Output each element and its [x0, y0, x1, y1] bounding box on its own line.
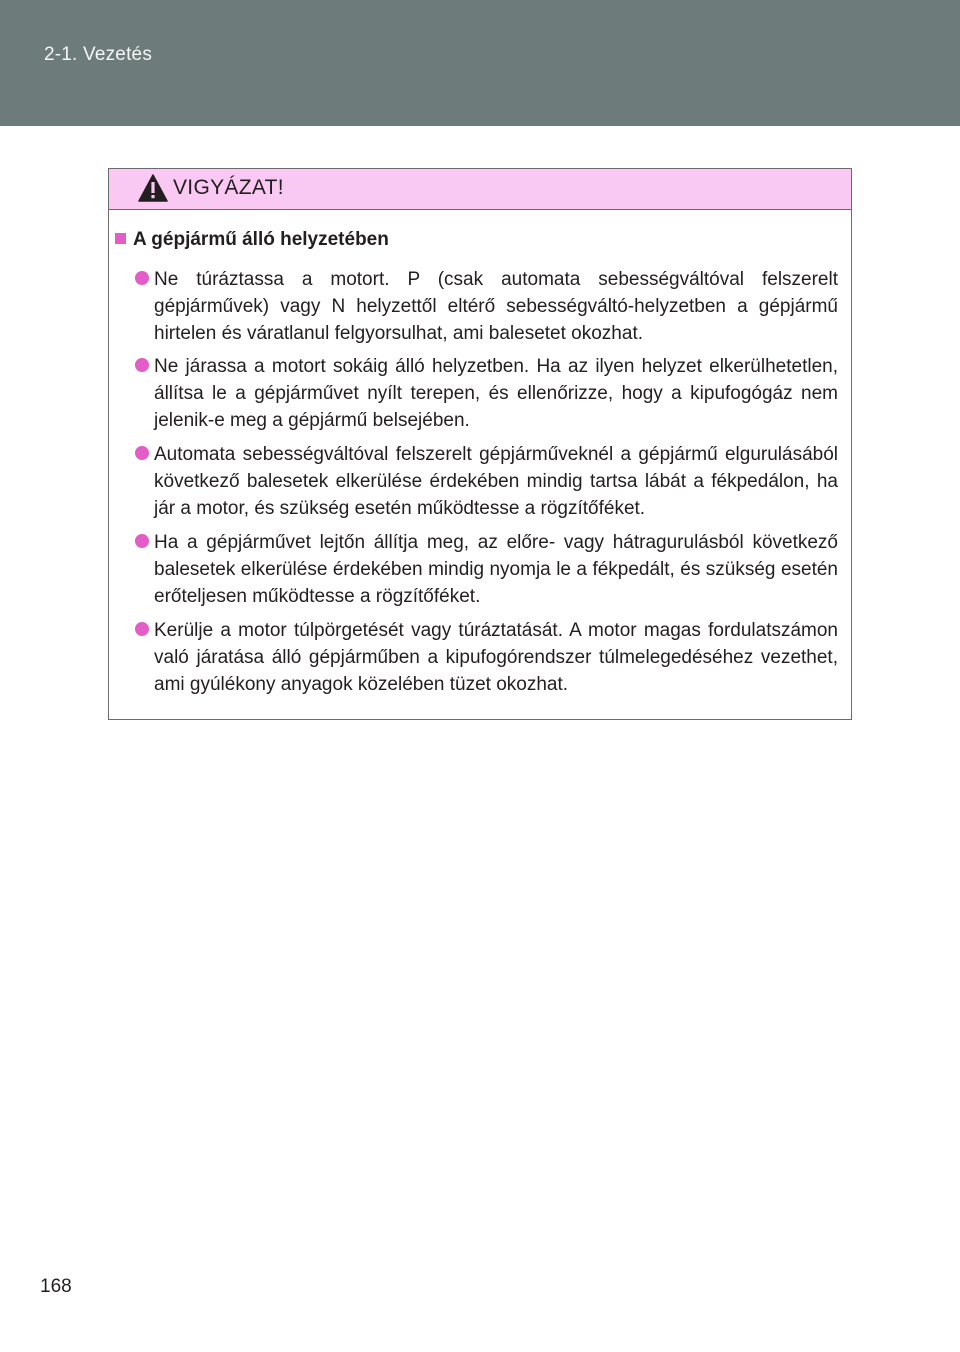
page-number: 168: [40, 1276, 72, 1297]
section-label: 2-1. Vezetés: [44, 44, 153, 65]
page-header: [0, 0, 960, 126]
round-bullet-icon: [135, 534, 149, 548]
section-heading-text: A gépjármű álló helyzetében: [133, 229, 389, 250]
list-item-text: Automata sebességváltóval felszerelt gépjárműveknél a gépjármű elgurulásából következő balesetek elkerülése érdekében mindig tartsa lábát a fékpedálon, ha jár a motor, és szükség esetén működtesse a rögzítőféket.: [154, 444, 838, 519]
warning-title: VIGYÁZAT!: [173, 176, 284, 199]
list-item-text: Ne túráztassa a motort. P (csak automata sebességváltóval felszerelt gépjárművek) vagy N helyzettől eltérő sebességváltó-helyzetben a gépjármű hirtelen és váratlanul felgyorsulhat, ami balesetet okozhat.: [154, 269, 838, 344]
list-item-text: Ne járassa a motort sokáig álló helyzetben. Ha az ilyen helyzet elkerülhetetlen, állítsa le a gépjárművet nyílt terepen, és ellenőrizze, hogy a kipufogógáz nem jelenik-e meg a gépjármű belsejében.: [154, 356, 838, 431]
square-bullet-icon: [115, 233, 126, 244]
round-bullet-icon: [135, 446, 149, 460]
warning-box: [108, 168, 852, 720]
warning-triangle-icon: [138, 174, 168, 202]
round-bullet-icon: [135, 358, 149, 372]
section-heading: [115, 229, 389, 251]
warning-header: [109, 169, 851, 210]
round-bullet-icon: [135, 271, 149, 285]
list-item-text: Kerülje a motor túlpörgetését vagy túráztatását. A motor magas fordulatszámon való járatása álló gépjárműben a kipufogórendszer túlmelegedéséhez vezethet, ami gyúlékony anyagok közelében tüzet okozhat.: [154, 620, 838, 695]
round-bullet-icon: [135, 622, 149, 636]
list-item-text: Ha a gépjárművet lejtőn állítja meg, az előre- vagy hátragurulásból következő balesetek elkerülése érdekében mindig nyomja le a fékpedált, és szükség esetén erőteljesen működtesse a rögzítőféket.: [154, 532, 838, 607]
